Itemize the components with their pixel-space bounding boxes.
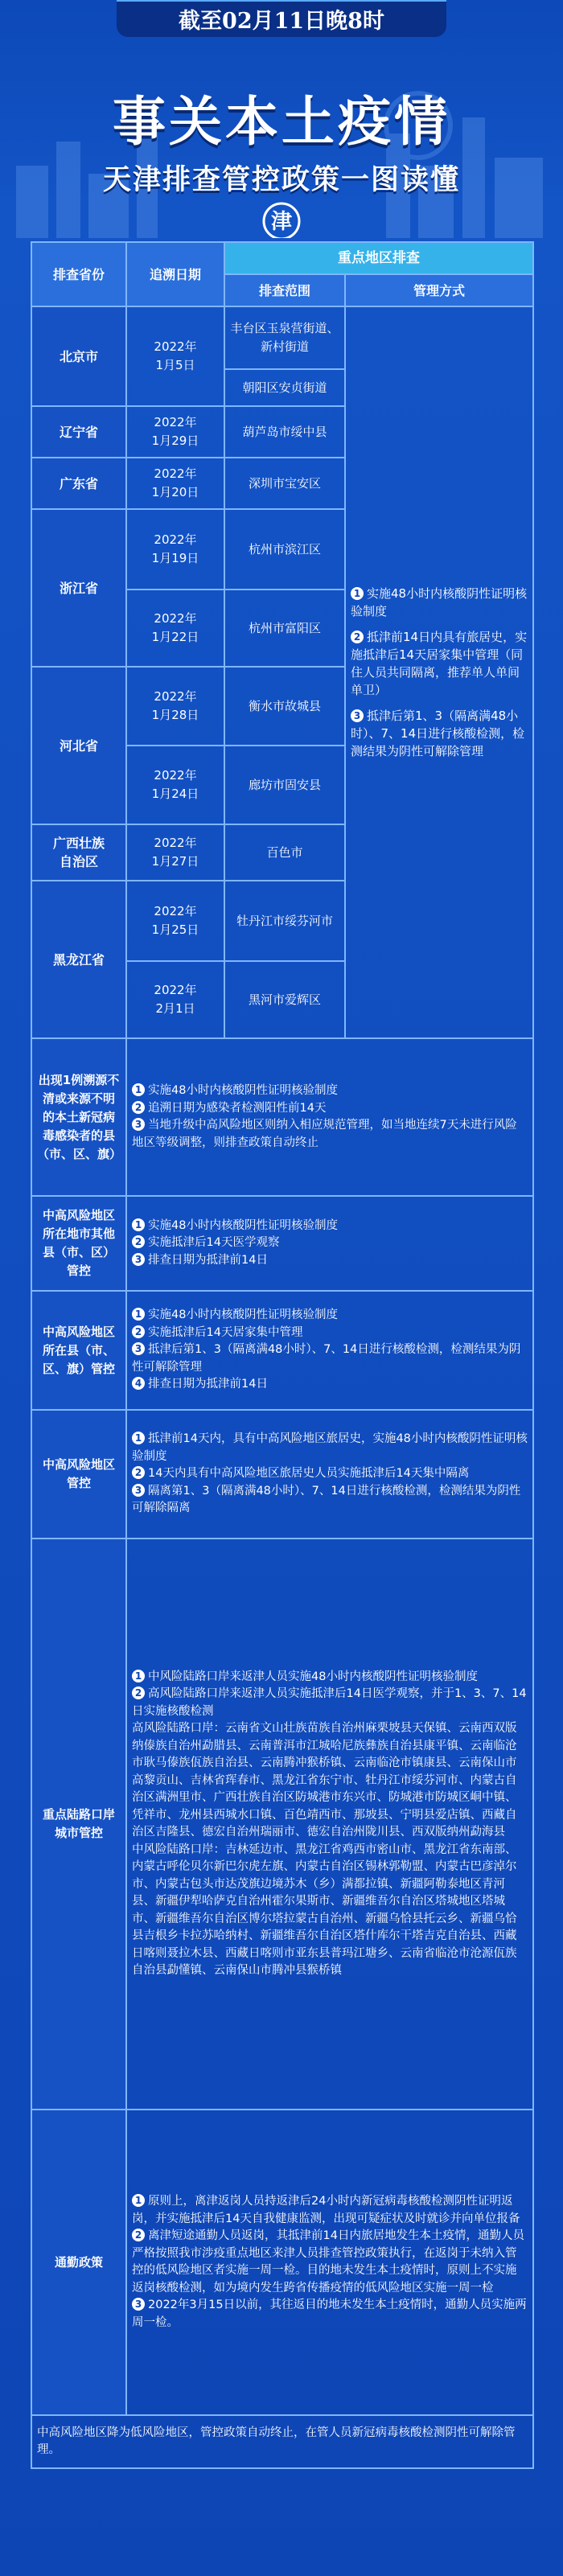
sub-title: 天津排查管控政策一图读懂 [102, 164, 460, 196]
number-3-icon: 3 [351, 709, 364, 722]
header-date: 追溯日期 [126, 242, 224, 306]
date-hebei-2: 2022年 1月24日 [126, 746, 224, 824]
category-commute: 通勤政策 [31, 2110, 126, 2415]
date-zhejiang-2: 2022年 1月22日 [126, 590, 224, 667]
date-banner: 截至02月11日晚8时 [117, 0, 446, 37]
main-title: 事关本土疫情 [113, 91, 450, 153]
number-3-icon: 3 [132, 1253, 145, 1266]
province-beijing: 北京市 [31, 306, 126, 406]
method-item-3: 抵津后第1、3（隔离满48小时）、7、14日进行核酸检测，检测结果为阴性可解除管理 [351, 709, 525, 758]
policy-item: 实施48小时内核酸阴性证明核验制度 [148, 1218, 338, 1232]
policy-untraceable-case [126, 1038, 533, 1196]
province-heilongjiang: 黑龙江省 [31, 881, 126, 1038]
header-method: 管理方式 [345, 274, 533, 306]
number-2-icon: 2 [132, 1325, 145, 1338]
policy-same-county [126, 1291, 533, 1410]
category-same-county: 中高风险地区所在县（市、区、旗）管控 [31, 1291, 126, 1410]
range-liaoning: 葫芦岛市绥中县 [224, 406, 345, 458]
range-guangxi: 百色市 [224, 824, 345, 881]
province-guangdong: 广东省 [31, 458, 126, 509]
policy-item: 实施抵津后14天医学观察 [148, 1236, 280, 1250]
number-2-icon: 2 [132, 1235, 145, 1248]
policy-item: 抵津后第1、3（隔离满48小时）、7、14日进行核酸检测，检测结果为阴性可解除管理 [132, 1343, 521, 1374]
policy-item: 追溯日期为感染者检测阳性前14天 [148, 1101, 327, 1115]
policy-item: 高风险陆路口岸来返津人员实施抵津后14日医学观察，并于1、3、7、14日实施核酸检测 高风险陆路口岸：云南省文山壮族苗族自治州麻栗坡县天保镇、云南西双版纳傣族自治州勐腊县、云南普洱市江城哈尼族彝族自治县康平镇、云南临沧市耿马傣族佤族自治县、云南腾冲猴桥镇、云南临沧市镇康县、云南保山市高黎贡山、吉林省珲春市、黑龙江省东宁市、牡丹江市绥芬河市、内蒙古自治区满洲里市、广西壮族自治区防城港市东兴市、防城港市防城区峒中镇、凭祥市、龙州县西城水口镇、百色靖西市、那坡县、宁明县爱店镇、西藏自治区吉隆县、德宏自治州瑞丽市、德宏自治州陇川县、西双版纳州勐海县 中风险陆路口岸：吉林延边市、黑龙江省鸡西市密山市、黑龙江省东南部、内蒙古呼伦贝尔新巴尔虎左旗、内蒙古自治区锡林郭勒盟、内蒙古巴彦淖尔市、内蒙古包头市达茂旗边境苏木（乡）满都拉镇、新疆阿勒泰地区青河县、新疆伊犁哈萨克自治州霍尔果斯市、新疆维吾尔自治区塔城地区塔城市、新疆维吾尔自治区博尔塔拉蒙古自治州、新疆乌恰县托云乡、新疆乌恰县吉根乡卡拉苏哈纳村、新疆维吾尔自治区塔什库尔干塔吉克自治县、西藏日喀则聂拉木县、西藏日喀则市亚东县普玛江塘乡、云南省临沧市沧源佤族自治县勐懂镇、云南保山市腾冲县猴桥镇 [132, 1687, 527, 1977]
date-zhejiang-1: 2022年 1月19日 [126, 509, 224, 590]
number-2-icon: 2 [132, 2229, 145, 2241]
range-beijing-1: 丰台区玉泉营街道、新村街道 [224, 306, 345, 369]
range-guangdong: 深圳市宝安区 [224, 458, 345, 509]
date-beijing: 2022年 1月5日 [126, 306, 224, 406]
header-province: 排查省份 [31, 242, 126, 306]
range-heilongjiang-1: 牡丹江市绥芬河市 [224, 881, 345, 961]
policy-risk-area [126, 1410, 533, 1539]
date-guangxi: 2022年 1月27日 [126, 824, 224, 881]
number-1-icon: 1 [132, 1218, 145, 1231]
number-2-icon: 2 [132, 1687, 145, 1699]
policy-item: 抵津前14天内，具有中高风险地区旅居史，实施48小时内核酸阴性证明核验制度 [132, 1432, 528, 1463]
number-1-icon: 1 [132, 1670, 145, 1682]
number-1-icon: 1 [132, 1083, 145, 1096]
header-key-area: 重点地区排查 [224, 242, 533, 274]
category-land-port: 重点陆路口岸城市管控 [31, 1539, 126, 2110]
date-hebei-1: 2022年 1月28日 [126, 667, 224, 746]
number-3-icon: 3 [132, 1118, 145, 1131]
policy-land-port [126, 1539, 533, 2110]
number-2-icon: 2 [351, 631, 364, 643]
policy-item: 实施48小时内核酸阴性证明核验制度 [148, 1309, 338, 1322]
range-hebei-2: 廊坊市固安县 [224, 746, 345, 824]
tianjin-logo-icon [261, 201, 302, 238]
policy-item: 中风险陆路口岸来返津人员实施48小时内核酸阴性证明核验制度 [148, 1670, 478, 1683]
policy-item: 离津短途通勤人员返岗，其抵津前14日内旅居地发生本土疫情，通勤人员严格按照我市涉疫重点地区来津人员排查管控政策执行，在返岗于未纳入管控的低风险地区者实施一周一检。目的地未发生本土疫情时，原则上不实施返岗核酸检测，如为境内发生跨省传播疫情的低风险地区实施一周一检 [132, 2229, 524, 2295]
management-methods [345, 306, 533, 1038]
range-hebei-1: 衡水市故城县 [224, 667, 345, 746]
range-beijing-2: 朝阳区安贞街道 [224, 369, 345, 406]
number-1-icon: 1 [132, 1308, 145, 1321]
policy-item: 实施48小时内核酸阴性证明核验制度 [148, 1084, 338, 1097]
policy-item: 排查日期为抵津前14日 [148, 1378, 268, 1391]
policy-item: 14天内具有中高风险地区旅居史人员实施抵津后14天集中隔离 [148, 1467, 470, 1481]
policy-table [31, 241, 534, 2469]
date-guangdong: 2022年 1月20日 [126, 458, 224, 509]
category-city-other-counties: 中高风险地区所在地市其他县（市、区）管控 [31, 1196, 126, 1291]
province-zhejiang: 浙江省 [31, 509, 126, 667]
category-untraceable-case: 出现1例溯源不清或来源不明的本土新冠病毒感染者的县（市、区、旗） [31, 1038, 126, 1196]
policy-item: 原则上，离津返岗人员持返津后24小时内新冠病毒核酸检测阴性证明返岗，并实施抵津后14天自我健康监测，出现可疑症状及时就诊并向单位报备 [132, 2195, 520, 2225]
hero [0, 37, 563, 238]
number-3-icon: 3 [132, 2298, 145, 2311]
number-1-icon: 1 [132, 1432, 145, 1444]
date-heilongjiang-1: 2022年 1月25日 [126, 881, 224, 961]
range-zhejiang-2: 杭州市富阳区 [224, 590, 345, 667]
policy-commute [126, 2110, 533, 2415]
policy-item: 2022年3月15日以前，其往返目的地未发生本土疫情时，通勤人员实施两周一检。 [132, 2299, 527, 2329]
province-guangxi: 广西壮族 自治区 [31, 824, 126, 881]
province-liaoning: 辽宁省 [31, 406, 126, 458]
range-heilongjiang-2: 黑河市爱辉区 [224, 961, 345, 1038]
method-item-1: 实施48小时内核酸阴性证明核验制度 [351, 586, 528, 618]
number-1-icon: 1 [132, 2194, 145, 2207]
method-item-2: 抵津前14日内具有旅居史，实施抵津后14天居家集中管理（同住人员共同隔离，推荐单人单间单卫） [351, 630, 528, 697]
number-2-icon: 2 [132, 1101, 145, 1114]
date-heilongjiang-2: 2022年 2月1日 [126, 961, 224, 1038]
category-risk-area: 中高风险地区管控 [31, 1410, 126, 1539]
number-2-icon: 2 [132, 1466, 145, 1479]
number-3-icon: 3 [132, 1484, 145, 1497]
range-zhejiang-1: 杭州市滨江区 [224, 509, 345, 590]
number-3-icon: 3 [132, 1342, 145, 1355]
policy-item: 隔离第1、3（隔离满48小时）、7、14日进行核酸检测，检测结果为阴性可解除隔离 [132, 1484, 521, 1515]
policy-item: 当地升级中高风险地区则纳入相应规范管理，如当地连续7天未进行风险地区等级调整，则排查政策自动终止 [132, 1119, 517, 1149]
number-4-icon: 4 [132, 1377, 145, 1390]
footer-note: 中高风险地区降为低风险地区，管控政策自动终止，在管人员新冠病毒核酸检测阴性可解除管理。 [31, 2415, 533, 2468]
province-hebei: 河北省 [31, 667, 126, 824]
policy-city-other-counties [126, 1196, 533, 1291]
policy-item: 排查日期为抵津前14日 [148, 1253, 268, 1267]
logo-char: 津 [270, 210, 293, 234]
policy-item: 实施抵津后14天居家集中管理 [148, 1325, 303, 1339]
header-range: 排查范围 [224, 274, 345, 306]
number-1-icon: 1 [351, 587, 364, 600]
date-liaoning: 2022年 1月29日 [126, 406, 224, 458]
